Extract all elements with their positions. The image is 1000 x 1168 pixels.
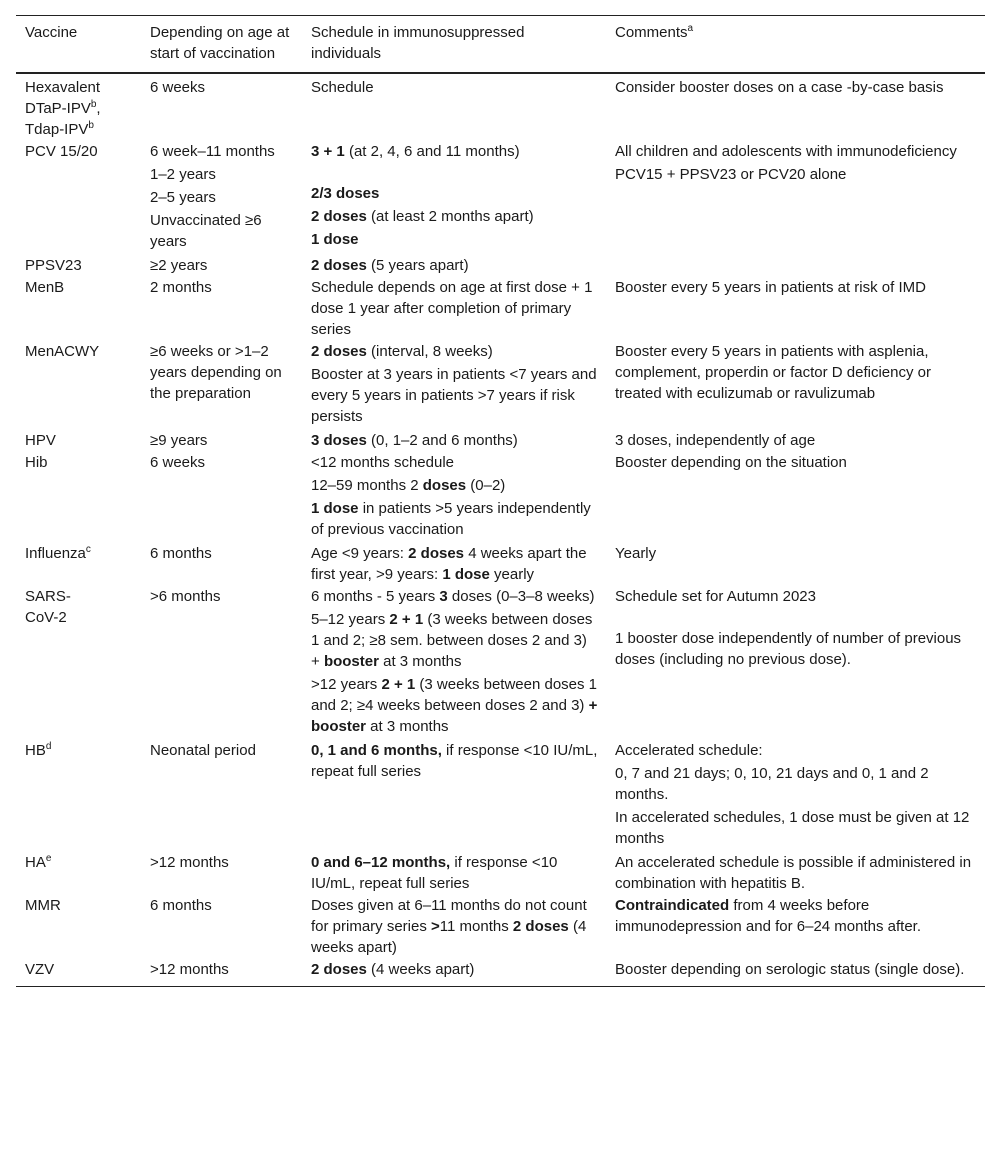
table-row xyxy=(16,851,985,894)
schedule-cell: Doses given at 6–11 months do not count for primary series >11 months 2 doses (4 weeks apart) xyxy=(311,897,587,956)
comment-cell: Schedule set for Autumn 2023 1 booster dose independently of number of previous doses (including no previous dose). xyxy=(615,588,962,668)
age-cell: 6 week–11 months 1–2 years 2–5 years Unvaccinated ≥6 years xyxy=(150,143,275,250)
comment-cell: Consider booster doses on a case -by-case basis xyxy=(615,79,944,96)
comment-cell: Accelerated schedule: 0, 7 and 21 days; 0, 10, 21 days and 0, 1 and 2 months. In accelerated schedules, 1 dose must be given at 12 months xyxy=(615,742,970,847)
schedule-cell: 3 + 1 (at 2, 4, 6 and 11 months) 2/3 doses 2 doses (at least 2 months apart) 1 dose xyxy=(311,143,534,248)
header-comments: Comments$^a$ xyxy=(606,16,985,74)
table-row xyxy=(16,451,985,542)
header-schedule: Schedule in immunosuppressed individuals xyxy=(302,16,606,74)
age-cell: 6 weeks xyxy=(150,454,206,471)
table-row xyxy=(16,340,985,429)
table-row xyxy=(16,894,985,958)
schedule-cell: Schedule xyxy=(311,79,374,96)
age-cell: ≥6 weeks or >1–2 years depending on the preparation xyxy=(150,343,282,402)
schedule-cell: 3 doses (0, 1–2 and 6 months) xyxy=(311,432,518,449)
comment-cell: All children and adolescents with immunodeficiency PCV15 + PPSV23 or PCV20 alone xyxy=(615,143,957,183)
schedule-cell: Age <9 years: 2 doses 4 weeks apart the first year, >9 years: 1 dose yearly xyxy=(311,545,587,583)
vaccine-cell: HPV xyxy=(25,432,56,449)
vaccine-cell: VZV xyxy=(16,958,141,987)
table-row xyxy=(16,958,985,987)
age-cell: 6 weeks xyxy=(150,79,206,96)
comment-cell: Contraindicated from 4 weeks before immunodepression and for 6–24 months after. xyxy=(615,897,922,935)
schedule-cell: Schedule depends on age at first dose + 1 dose 1 year after completion of primary series xyxy=(311,279,593,338)
age-cell: >12 months xyxy=(141,958,302,987)
vaccine-cell: Hexavalent DTaP-IPV$^b$, Tdap-IPV$^b$ xyxy=(25,79,101,138)
age-cell: 6 months xyxy=(150,545,212,562)
comment-cell: Booster every 5 years in patients with asplenia, complement, properdin or factor D deficiency or treated with eculizumab or ravulizumab xyxy=(615,343,931,402)
vaccine-cell: Hib xyxy=(25,454,48,471)
header-row xyxy=(16,16,985,74)
vaccination-schedule-table xyxy=(16,15,985,987)
comment-cell: Booster depending on the situation xyxy=(615,454,847,471)
header-vaccine: Vaccine xyxy=(16,16,141,74)
schedule-cell: 2 doses (interval, 8 weeks) Booster at 3 years in patients <7 years and every 5 years in patients >7 years if risk persists xyxy=(311,343,597,425)
vaccine-cell: PCV 15/20 xyxy=(25,143,98,160)
age-cell: Neonatal period xyxy=(150,742,256,759)
age-cell: 6 months xyxy=(150,897,212,914)
comment-cell: Yearly xyxy=(615,545,657,562)
comment-cell: 3 doses, independently of age xyxy=(615,432,816,449)
comment-cell: Booster depending on serologic status (single dose). xyxy=(606,958,985,987)
vaccine-cell: PPSV23 xyxy=(25,257,82,274)
age-cell: 2 months xyxy=(150,279,212,296)
table-row xyxy=(16,542,985,585)
vaccine-cell: MMR xyxy=(25,897,61,914)
vaccine-cell: $HB^d$ xyxy=(25,741,52,759)
vaccine-cell: Influenza$^c$ xyxy=(25,544,91,562)
schedule-cell: 0, 1 and 6 months, if response <10 IU/mL, repeat full series xyxy=(311,742,598,780)
schedule-cell: 2 doses (4 weeks apart) xyxy=(302,958,606,987)
comment-cell xyxy=(606,254,985,276)
table-row xyxy=(16,739,985,851)
schedule-cell: 0 and 6–12 months, if response <10 IU/mL, repeat full series xyxy=(311,854,558,892)
age-cell: >12 months xyxy=(150,854,229,871)
table-row xyxy=(16,429,985,451)
schedule-cell: 6 months - 5 years 3 doses (0–3–8 weeks) 5–12 years 2 + 1 (3 weeks between doses 1 and 2; ≥8 sem. between doses 2 and 3) + booster at 3 months >12 years 2 + 1 (3 weeks between doses 1 and 2; ≥4 weeks between doses 2 and 3) + booster at 3 months xyxy=(311,588,598,735)
schedule-cell: 2 doses (5 years apart) xyxy=(311,257,469,274)
age-cell: >6 months xyxy=(150,588,221,605)
vaccine-cell: MenACWY xyxy=(25,343,100,360)
age-cell: ≥9 years xyxy=(150,432,208,449)
table-row xyxy=(16,140,985,254)
table-row xyxy=(16,73,985,140)
comment-cell: An accelerated schedule is possible if administered in combination with hepatitis B. xyxy=(615,854,972,892)
vaccine-cell: $HA^e$ xyxy=(25,853,52,871)
header-age: Depending on age at start of vaccination xyxy=(141,16,302,74)
table-row xyxy=(16,585,985,739)
comment-cell: Booster every 5 years in patients at risk of IMD xyxy=(615,279,926,296)
schedule-cell: <12 months schedule 12–59 months 2 doses (0–2) 1 dose in patients >5 years independently of previous vaccination xyxy=(311,454,591,538)
table-row xyxy=(16,276,985,340)
table-row xyxy=(16,254,985,276)
age-cell: ≥2 years xyxy=(150,257,208,274)
vaccine-cell: SARS-CoV-2 xyxy=(25,588,71,626)
vaccine-cell: MenB xyxy=(25,279,65,296)
